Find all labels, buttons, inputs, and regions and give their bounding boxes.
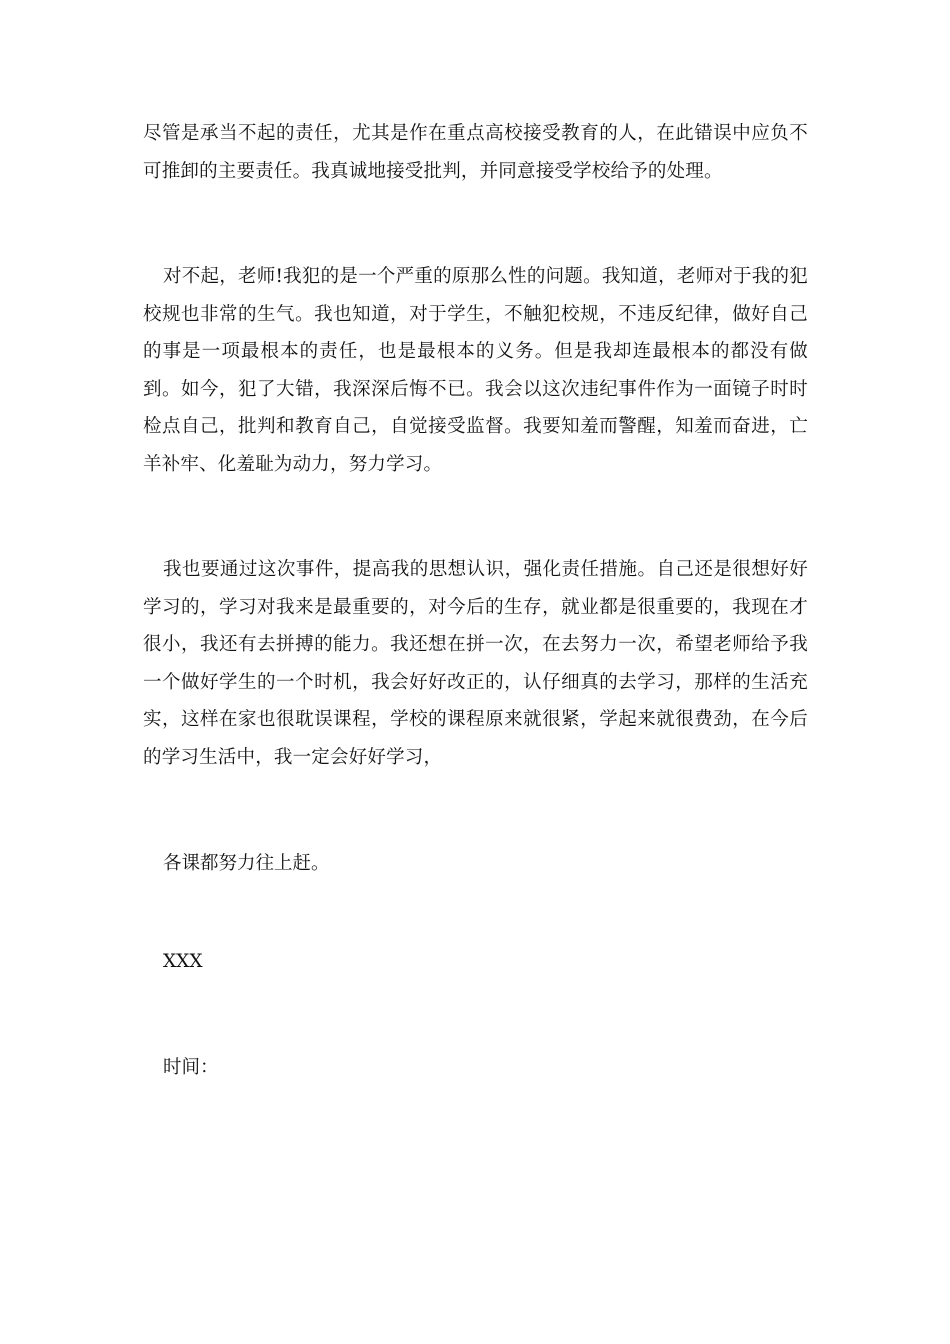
paragraph-1: 尽管是承当不起的责任，尤其是作在重点高校接受教育的人，在此错误中应负不可推卸的主要责任。我真诚地接受批判，并同意接受学校给予的处理。	[143, 123, 808, 182]
paragraph-3: 我也要通过这次事件，提高我的思想认识，强化责任措施。自己还是很想好好学习的，学习对我来是最重要的，对今后的生存，就业都是很重要的，我现在才很小，我还有去拼搏的能力。我还想在拼一次，在去努力一次，希望老师给予我一个做好学生的一个时机，我会好好改正的，认仔细真的去学习，那样的生活充实，这样在家也很耽误课程，学校的课程原来就很紧，学起来就很费劲，在今后的学习生活中，我一定会好好学习，	[143, 559, 808, 768]
paragraph-2: 对不起，老师!我犯的是一个严重的原那么性的问题。我知道，老师对于我的犯校规也非常的生气。我也知道，对于学生，不触犯校规，不违反纪律，做好自己的事是一项最根本的责任，也是最根本的义务。但是我却连最根本的都没有做到。如今，犯了大错，我深深后悔不已。我会以这次违纪事件作为一面镜子时时检点自己，批判和教育自己，自觉接受监督。我要知羞而警醒，知羞而奋进，亡羊补牢、化羞耻为动力，努力学习。	[143, 266, 808, 475]
closing-line: 各课都努力往上赶。	[163, 853, 330, 874]
signature: XXX	[163, 951, 203, 972]
date-label: 时间：	[163, 1057, 219, 1078]
